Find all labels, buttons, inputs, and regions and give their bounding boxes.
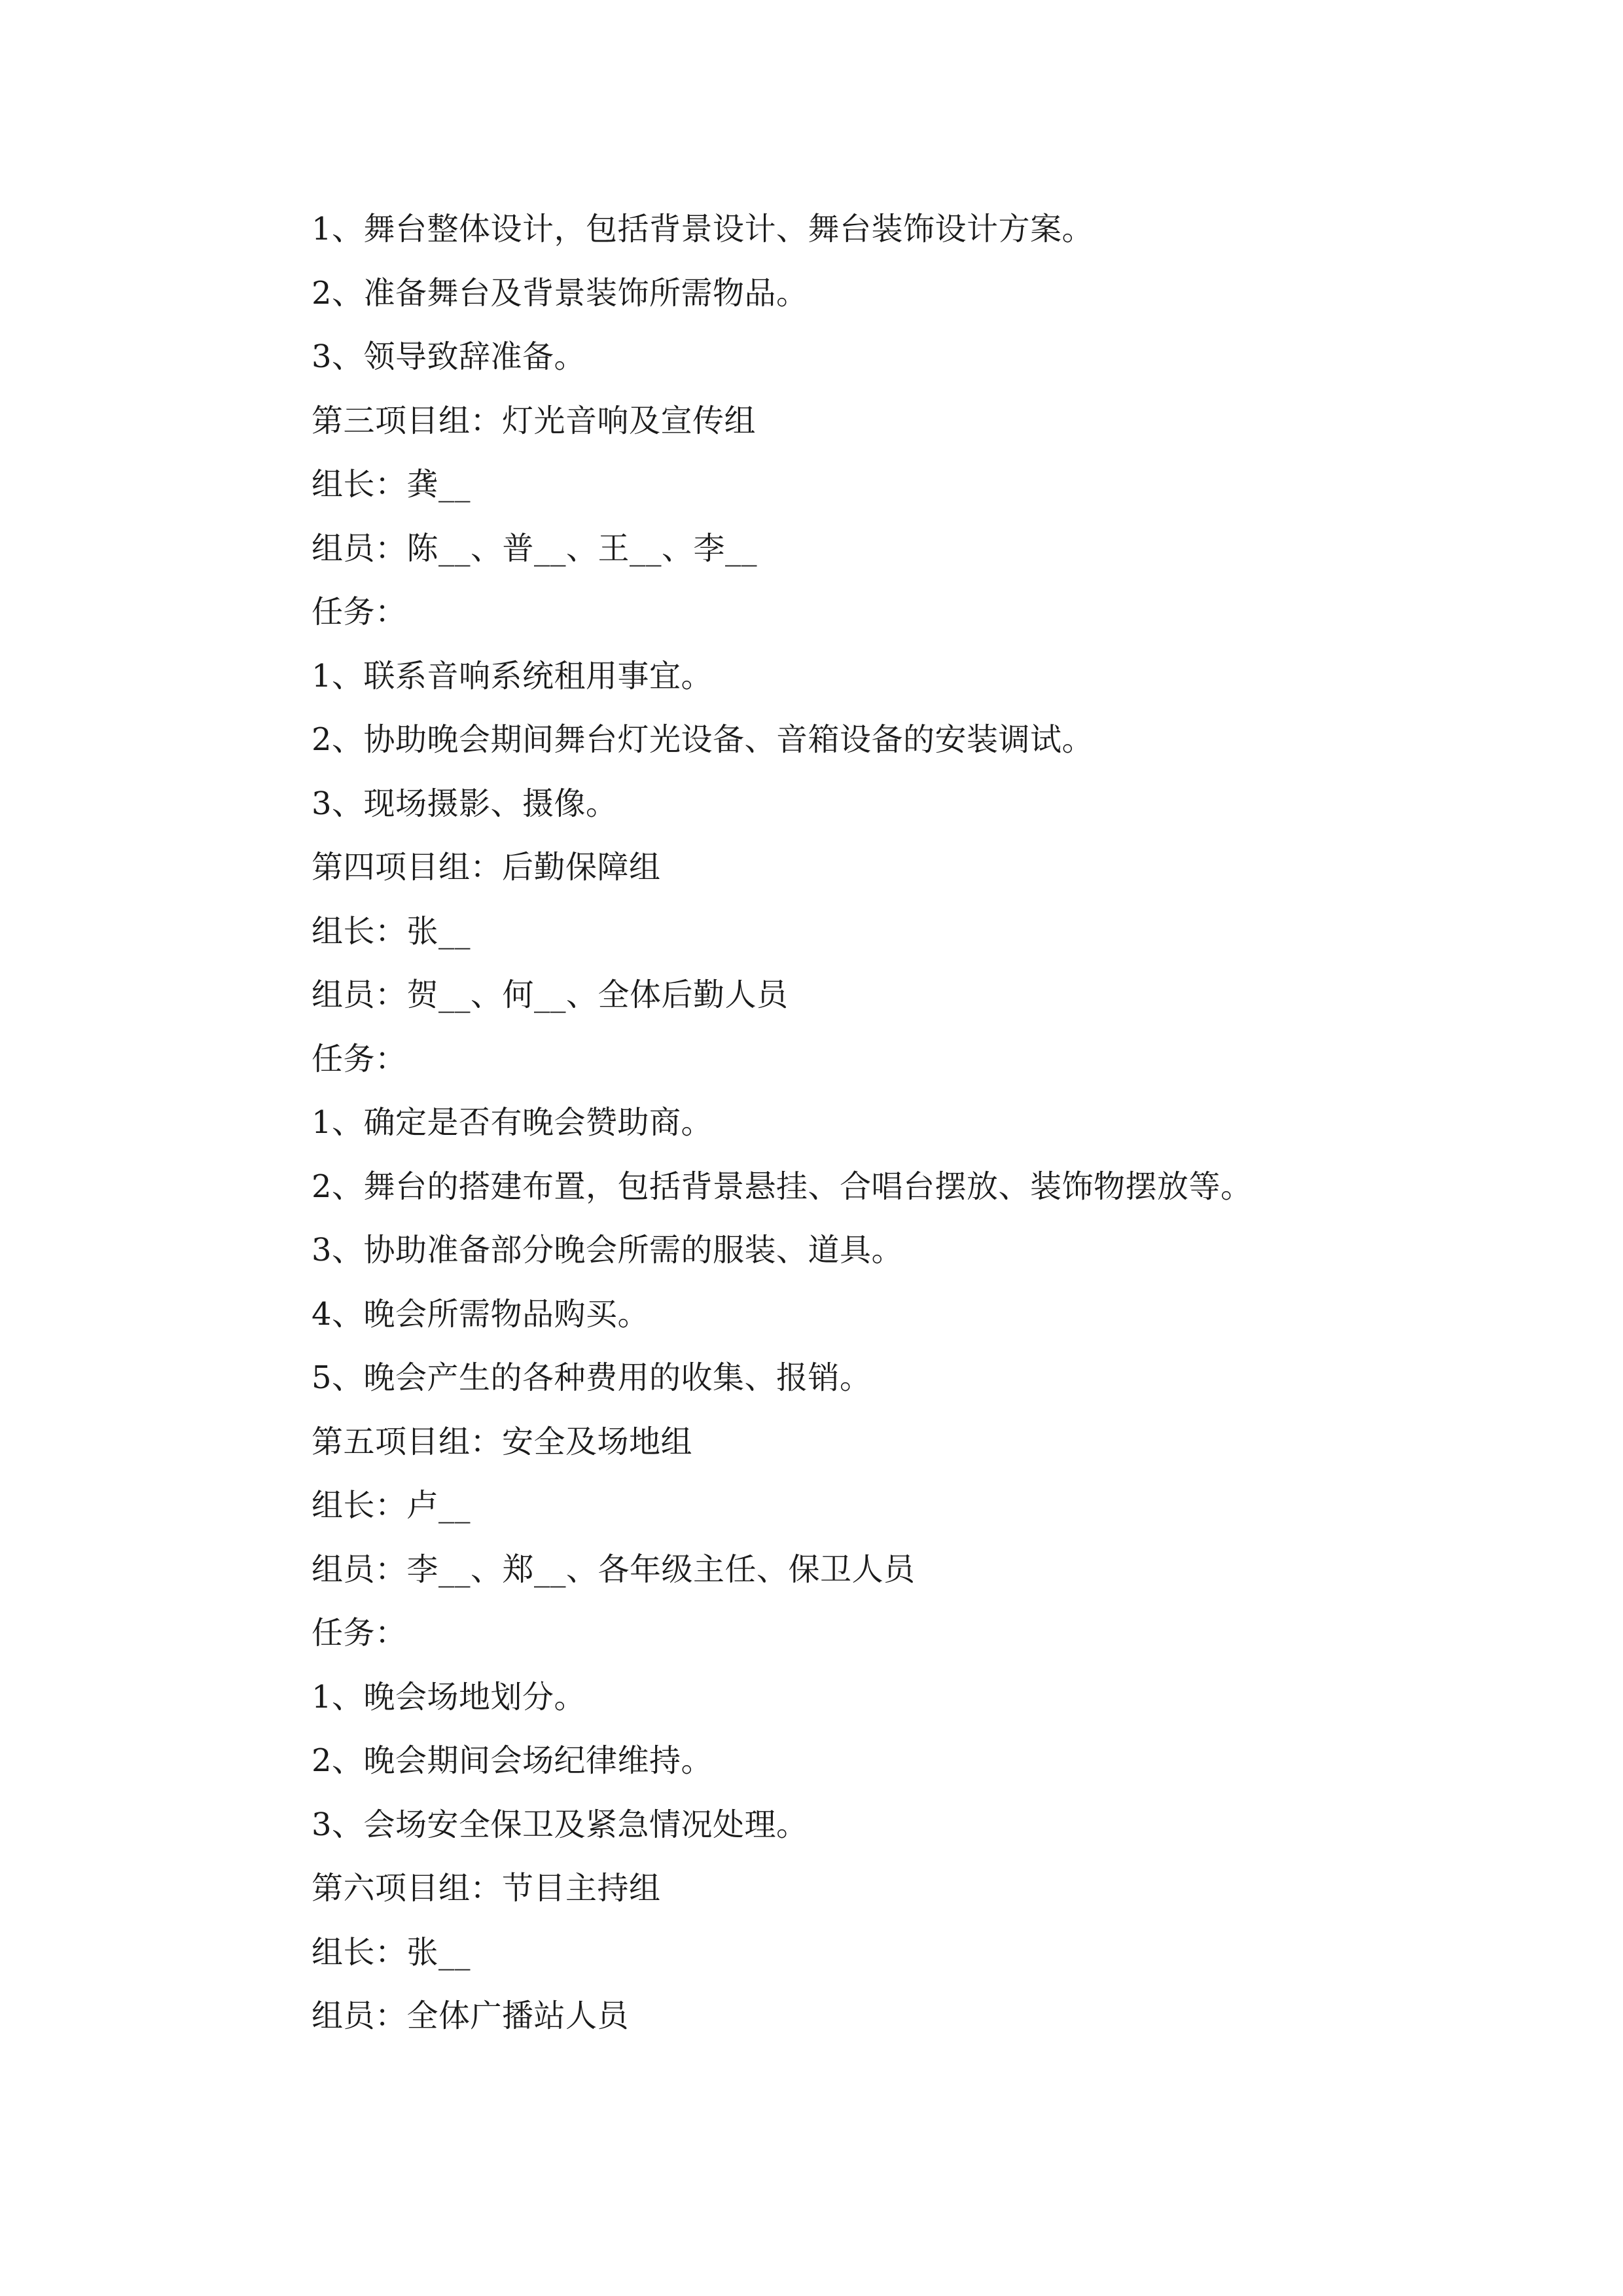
tasks-label: 任务： [312, 1040, 407, 1077]
group-members: 组员：陈__、普__、王__、李__ [312, 529, 758, 567]
task-item: 4、晚会所需物品购买。 [312, 1295, 650, 1333]
task-item: 3、现场摄影、摄像。 [312, 785, 618, 822]
group-heading: 第五项目组：安全及场地组 [312, 1423, 693, 1460]
tasks-label: 任务： [312, 594, 407, 630]
group-leader: 组长：张__ [312, 1933, 471, 1971]
group-leader: 组长：龚__ [312, 466, 471, 503]
document-body [312, 204, 1489, 2054]
task-item: 3、会场安全保卫及紧急情况处理。 [312, 1806, 808, 1843]
task-item: 1、晚会场地划分。 [312, 1678, 586, 1715]
task-item: 2、舞台的搭建布置，包括背景悬挂、合唱台摆放、装饰物摆放等。 [312, 1168, 1253, 1205]
task-item: 2、晚会期间会场纪律维持。 [312, 1742, 713, 1779]
tasks-label: 任务： [312, 1615, 407, 1651]
task-item: 1、联系音响系统租用事宜。 [312, 657, 713, 694]
group-heading: 第四项目组：后勤保障组 [312, 849, 661, 886]
group-members: 组员：李__、郑__、各年级主任、保卫人员 [312, 1551, 916, 1588]
group-leader: 组长：卢__ [312, 1487, 471, 1524]
group-leader: 组长：张__ [312, 912, 471, 950]
group-members: 组员：贺__、何__、全体后勤人员 [312, 977, 789, 1013]
task-item: 2、协助晚会期间舞台灯光设备、音箱设备的安装调试。 [312, 721, 1094, 758]
task-item: 1、确定是否有晚会赞助商。 [312, 1104, 713, 1141]
task-item: 3、领导致辞准备。 [312, 338, 586, 375]
group-heading: 第六项目组：节目主持组 [312, 1870, 661, 1907]
task-item: 1、舞台整体设计，包括背景设计、舞台装饰设计方案。 [312, 211, 1094, 247]
task-item: 3、协助准备部分晚会所需的服装、道具。 [312, 1232, 904, 1268]
task-item: 2、准备舞台及背景装饰所需物品。 [312, 274, 808, 312]
group-heading: 第三项目组：灯光音响及宣传组 [312, 402, 757, 439]
task-item: 5、晚会产生的各种费用的收集、报销。 [312, 1359, 872, 1396]
group-members: 组员：全体广播站人员 [312, 1998, 630, 2034]
